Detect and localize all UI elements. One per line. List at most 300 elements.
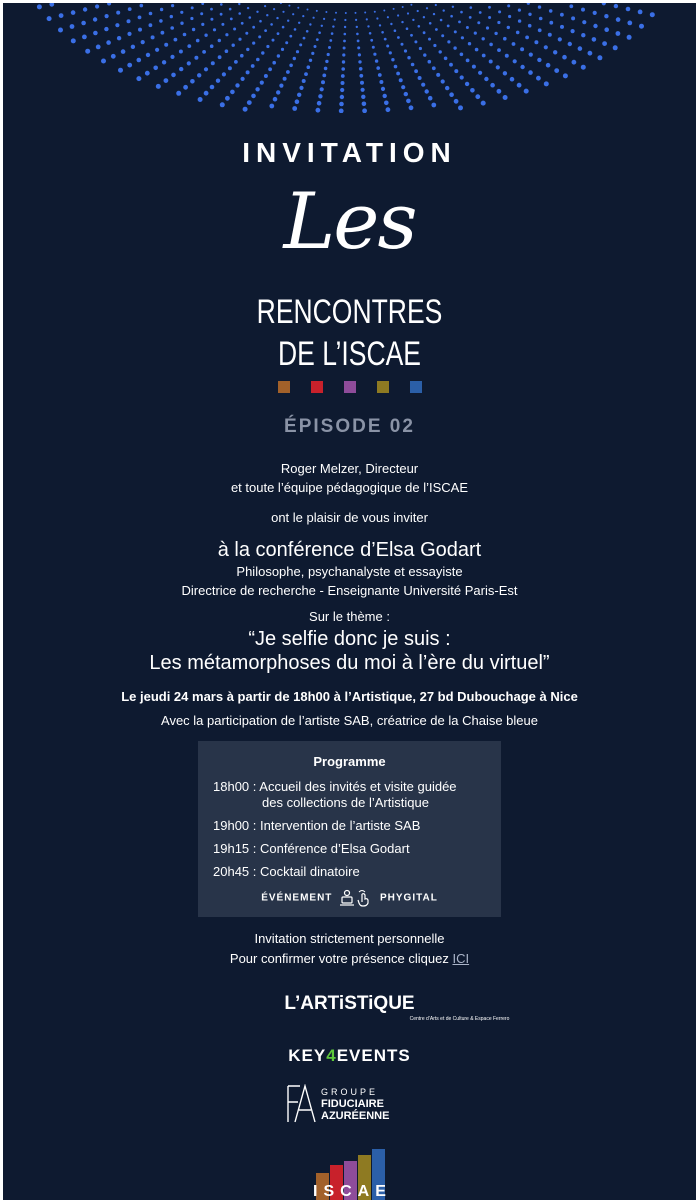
decor-dot — [235, 83, 239, 87]
decor-dot — [572, 60, 577, 65]
decor-dot — [361, 88, 365, 92]
decor-dot — [138, 16, 142, 20]
decor-dot — [537, 58, 541, 62]
decor-dot — [309, 23, 311, 25]
decor-dot — [381, 31, 384, 34]
decor-dot — [170, 26, 174, 30]
decor-dot — [453, 46, 456, 49]
decor-dot — [343, 40, 346, 43]
decor-dot — [240, 54, 244, 58]
programme-item — [213, 779, 493, 811]
decor-dot — [604, 27, 609, 32]
decor-dot — [546, 63, 551, 68]
decor-dot — [366, 18, 368, 20]
decor-dot — [238, 38, 241, 41]
decor-dot — [558, 37, 562, 41]
decor-dot — [582, 20, 586, 24]
decor-dot — [314, 45, 317, 48]
decor-dot — [127, 63, 132, 68]
decor-dot — [71, 10, 76, 15]
decor-dot — [151, 35, 155, 39]
decor-dot — [269, 104, 274, 109]
decor-dot — [111, 54, 116, 59]
decor-dot — [302, 79, 306, 83]
decor-dot — [339, 109, 344, 114]
decor-dot — [639, 24, 644, 29]
decor-dot — [357, 40, 360, 43]
decor-dot — [85, 49, 90, 54]
decor-dot — [356, 33, 359, 36]
decor-dot — [190, 79, 195, 84]
decor-dot — [311, 52, 314, 55]
decor-dot — [307, 65, 311, 69]
decor-dot — [234, 60, 238, 64]
decor-dot — [449, 92, 454, 97]
decor-dot — [294, 28, 297, 31]
decor-dot — [460, 11, 463, 14]
decor-dot — [401, 85, 405, 89]
decor-dot — [414, 40, 417, 43]
decor-dot — [197, 73, 201, 77]
decor-dot — [588, 51, 593, 56]
decor-dot — [360, 81, 364, 85]
decor-dot — [650, 12, 655, 17]
decor-dot — [520, 47, 524, 51]
decor-dot — [318, 94, 322, 98]
decor-dot — [393, 8, 395, 10]
decor-dot — [525, 36, 529, 40]
decor-dot — [176, 91, 181, 96]
decor-dot — [162, 60, 166, 64]
decor-dot — [196, 39, 200, 43]
decor-dot — [200, 12, 203, 15]
decor-dot — [246, 48, 249, 51]
decor-dot — [512, 42, 516, 46]
decor-dot — [131, 45, 135, 49]
decor-dot — [498, 10, 501, 13]
decor-dot — [449, 63, 453, 67]
decor-dot — [417, 10, 419, 12]
decor-dot — [505, 54, 509, 58]
decor-dot — [367, 25, 369, 27]
decor-dot — [386, 107, 391, 112]
decor-dot — [616, 31, 621, 36]
decor-dot — [230, 90, 235, 95]
decor-dot — [445, 86, 449, 90]
fa-group-label: GROUPE — [321, 1087, 379, 1097]
decor-dot — [241, 22, 244, 25]
decor-dot — [321, 25, 323, 27]
decor-dot — [317, 101, 322, 106]
decor-dot — [204, 91, 209, 96]
decor-dot — [303, 37, 306, 40]
confirm-link[interactable]: ICI — [452, 951, 470, 966]
decor-dot — [423, 53, 426, 56]
decor-dot — [568, 42, 572, 46]
decor-dot — [252, 26, 255, 29]
decor-dot — [489, 43, 493, 47]
decor-dot — [251, 94, 256, 99]
decor-dot — [536, 76, 541, 81]
decor-dot — [174, 38, 178, 42]
decor-dot — [544, 45, 548, 49]
personal-notice: Invitation strictement personnelle — [254, 931, 445, 946]
decor-dot — [299, 43, 302, 46]
decor-dot — [345, 12, 347, 14]
decor-dot — [435, 4, 437, 6]
decor-dot — [325, 60, 328, 63]
decor-dot — [170, 55, 174, 59]
decor-dot — [160, 8, 163, 11]
decor-dot — [71, 38, 76, 43]
decor-dot — [170, 15, 173, 18]
decor-dot — [243, 107, 248, 112]
decor-dot — [503, 71, 507, 75]
decor-dot — [281, 48, 284, 51]
decor-dot — [432, 66, 436, 70]
decor-dot — [357, 46, 360, 49]
decor-dot — [180, 22, 183, 25]
decor-dot — [146, 53, 150, 57]
decor-dot — [390, 23, 392, 25]
decor-dot — [474, 32, 477, 35]
decor-dot — [277, 32, 280, 35]
decor-dot — [299, 86, 303, 90]
decor-dot — [115, 23, 119, 27]
decor-dot — [251, 64, 255, 68]
decor-dot — [527, 3, 530, 5]
decor-dot — [261, 51, 264, 54]
decor-dot — [359, 74, 363, 78]
decor-dot — [220, 3, 223, 6]
event-date: Le jeudi 24 mars à partir de 18h00 à l’Artistique, 27 bd Dubouchage à Nice — [121, 689, 578, 704]
color-square — [377, 381, 389, 393]
fa-monogram-icon — [285, 1084, 317, 1124]
decor-dot — [230, 18, 233, 21]
decor-dot — [190, 17, 193, 20]
decor-dot — [341, 74, 345, 78]
decor-dot — [334, 19, 336, 21]
decor-dot — [247, 100, 252, 105]
decor-dot — [529, 53, 533, 57]
decor-dot — [460, 75, 464, 79]
decor-dot — [273, 8, 275, 10]
decor-dot — [407, 56, 410, 59]
decor-dot — [293, 57, 296, 60]
decor-dot — [465, 82, 469, 86]
decor-dot — [297, 7, 299, 9]
decor-dot — [418, 76, 422, 80]
decor-dot — [266, 14, 268, 16]
invitation-heading: INVITATION — [242, 137, 457, 168]
decor-dot — [444, 57, 448, 61]
key4events-logo — [3, 1046, 696, 1066]
decor-dot — [373, 53, 376, 56]
decor-dot — [241, 77, 245, 81]
decor-dot — [627, 35, 632, 40]
programme-item-line: 18h00 : Accueil des invités et visite guidée — [213, 779, 457, 794]
decor-dot — [341, 67, 345, 71]
decor-dot — [602, 41, 607, 46]
decor-dot — [220, 13, 223, 16]
decor-dot — [407, 12, 409, 14]
logo-line-iscae: DE L’ISCAE — [278, 335, 421, 373]
decor-dot — [435, 28, 438, 31]
decor-dot — [296, 50, 299, 53]
decor-dot — [140, 4, 144, 8]
decor-dot — [597, 55, 602, 60]
speaker-role: Philosophe, psychanalyste et essayiste — [236, 564, 463, 579]
decor-dot — [488, 6, 491, 9]
decor-dot — [153, 66, 158, 71]
decor-dot — [581, 65, 586, 70]
decor-dot — [332, 25, 334, 27]
decor-dot — [571, 29, 575, 33]
decor-dot — [384, 101, 389, 106]
decor-dot — [447, 25, 450, 28]
decor-dot — [461, 36, 464, 39]
decor-dot — [358, 60, 361, 63]
iscae-logo — [313, 1146, 392, 1200]
decor-dot — [225, 33, 228, 36]
decor-dot — [225, 49, 229, 53]
decor-dot — [516, 31, 520, 35]
decor-dot — [482, 54, 486, 58]
decor-dot — [406, 27, 409, 30]
conference-title: à la conférence d’Elsa Godart — [217, 539, 482, 561]
phygital-badge — [198, 889, 501, 907]
decor-dot — [164, 43, 168, 47]
decor-dot — [228, 66, 232, 70]
decor-dot — [322, 74, 326, 78]
decor-dot — [218, 55, 222, 59]
decor-dot — [287, 20, 289, 22]
decor-dot — [213, 28, 216, 31]
theme-line: Les métamorphoses du moi à l’ère du virtuel” — [149, 652, 550, 674]
decor-dot — [503, 95, 508, 100]
color-square — [278, 381, 290, 393]
logo-line-rencontres: RENCONTRES — [256, 293, 443, 331]
decor-dot — [247, 7, 249, 9]
decor-dot — [289, 35, 292, 38]
decor-dot — [321, 80, 325, 84]
decor-dot — [127, 19, 131, 23]
decor-dot — [280, 3, 282, 4]
decor-dot — [518, 19, 521, 22]
phygital-label: PHYGITAL — [379, 892, 438, 904]
decor-dot — [374, 11, 376, 13]
decor-dot — [282, 11, 284, 13]
decor-dot — [397, 36, 400, 39]
decor-dot — [316, 10, 318, 12]
decor-dot — [96, 45, 101, 50]
decor-dot — [578, 46, 583, 51]
decor-dot — [128, 7, 132, 11]
decor-dot — [155, 48, 159, 52]
decor-dot — [470, 6, 473, 9]
decor-dot — [409, 105, 414, 110]
decor-dot — [394, 65, 398, 69]
logo-script-les: Les — [283, 177, 416, 267]
decor-dot — [441, 79, 445, 83]
decor-dot — [306, 30, 309, 33]
decor-dot — [411, 63, 415, 67]
programme-box — [198, 741, 501, 917]
decor-dot — [292, 106, 297, 111]
decor-dot — [638, 10, 643, 15]
decor-dot — [458, 21, 461, 24]
decor-dot — [379, 24, 381, 26]
iscae-label: ISCAE — [313, 1183, 392, 1200]
decor-dot — [210, 85, 215, 90]
decor-dot — [496, 65, 500, 69]
decor-dot — [386, 45, 389, 48]
decor-dot — [528, 13, 531, 16]
logo-color-squares — [278, 381, 424, 395]
decor-dot — [481, 101, 486, 106]
decor-dot — [218, 39, 221, 42]
decor-dot — [171, 73, 176, 78]
decor-dot — [342, 60, 345, 63]
decor-dot — [358, 53, 361, 56]
decor-dot — [489, 60, 493, 64]
decor-dot — [431, 103, 436, 108]
decor-dot — [391, 58, 394, 61]
decor-dot — [401, 43, 404, 46]
decor-dot — [553, 50, 557, 54]
decor-dot — [285, 41, 288, 44]
decor-dot — [510, 77, 515, 82]
decor-dot — [376, 66, 380, 70]
decor-dot — [331, 32, 334, 35]
decor-dot — [508, 15, 511, 18]
decor-dot — [613, 45, 618, 50]
decor-dot — [447, 40, 450, 43]
decor-dot — [450, 15, 453, 18]
decor-dot — [107, 3, 111, 6]
decor-dot — [279, 84, 283, 88]
decor-dot — [288, 5, 290, 7]
decor-dot — [95, 4, 99, 8]
decor-dot — [149, 23, 153, 27]
decor-dot — [194, 56, 198, 60]
decor-dot — [295, 99, 300, 104]
invitation-card — [3, 3, 696, 1200]
decor-dot — [441, 34, 444, 37]
theme-line: “Je selfie donc je suis : — [248, 628, 451, 650]
decor-dot — [309, 59, 312, 62]
decor-dot — [381, 87, 385, 91]
decor-dot — [273, 97, 278, 102]
decor-dot — [497, 89, 502, 94]
decor-dot — [486, 26, 489, 29]
artistique-logo: L’ARTiSTiQUE — [284, 993, 415, 1014]
decor-dot — [318, 31, 321, 34]
decor-dot — [245, 32, 248, 35]
decor-dot — [440, 19, 443, 22]
decor-dot — [204, 67, 208, 71]
decor-dot — [362, 102, 367, 107]
decor-dot — [268, 67, 272, 71]
decor-dot — [475, 94, 480, 99]
decor-dot — [298, 22, 300, 24]
decor-dot — [307, 9, 309, 11]
decor-dot — [614, 4, 618, 8]
decor-dot — [335, 12, 337, 14]
decor-dot — [316, 108, 321, 113]
decor-dot — [220, 102, 225, 107]
decor-dot — [401, 21, 403, 23]
decor-dot — [428, 96, 433, 101]
decor-dot — [528, 70, 533, 75]
decor-dot — [375, 59, 378, 62]
decor-dot — [82, 35, 87, 40]
decor-dot — [47, 16, 52, 21]
decor-dot — [138, 28, 142, 32]
decor-dot — [528, 24, 532, 28]
decor-dot — [479, 11, 482, 14]
decor-dot — [105, 14, 109, 18]
decor-dot — [513, 59, 517, 63]
decor-dot — [412, 19, 414, 21]
decor-dot — [560, 13, 564, 17]
decor-dot — [544, 81, 549, 86]
decor-dot — [252, 42, 255, 45]
artistique-subtitle: Centre d’Arts et de Culture & Espace Ferrero — [409, 1016, 510, 1022]
decor-dot — [232, 44, 235, 47]
decor-dot — [171, 4, 174, 7]
decor-dot — [101, 59, 106, 64]
decor-dot — [426, 7, 428, 9]
decor-dot — [204, 34, 207, 37]
decor-dot — [410, 4, 412, 6]
decor-dot — [534, 40, 538, 44]
decor-dot — [410, 34, 413, 37]
decor-dot — [399, 78, 403, 82]
decor-dot — [458, 105, 463, 110]
decor-dot — [249, 16, 252, 19]
decor-dot — [325, 11, 327, 13]
programme-item: 20h45 : Cocktail dinatoire — [213, 864, 360, 879]
decor-dot — [37, 4, 42, 9]
decor-dot — [344, 33, 347, 36]
decor-dot — [216, 79, 220, 83]
confirm-text: Pour confirmer votre présence cliquez — [229, 951, 449, 966]
decor-dot — [198, 97, 203, 102]
decor-dot — [466, 26, 469, 29]
decor-dot — [272, 61, 276, 65]
decor-dot — [369, 32, 372, 35]
decor-dot — [324, 67, 328, 71]
decor-dot — [423, 31, 426, 34]
key4events-key: KEY — [288, 1046, 327, 1065]
decor-dot — [340, 95, 344, 99]
decor-dot — [256, 11, 258, 13]
decor-dot — [494, 32, 497, 35]
decor-dot — [246, 70, 250, 74]
decor-dot — [183, 85, 188, 90]
decor-dot — [520, 65, 524, 69]
decor-dot — [286, 70, 290, 74]
decor-dot — [180, 11, 183, 14]
decor-dot — [149, 12, 153, 16]
decor-dot — [272, 39, 275, 42]
decor-dot — [378, 73, 382, 77]
decor-dot — [538, 5, 541, 8]
decor-dot — [137, 58, 142, 63]
decor-dot — [289, 64, 293, 68]
decor-dot — [276, 90, 280, 94]
